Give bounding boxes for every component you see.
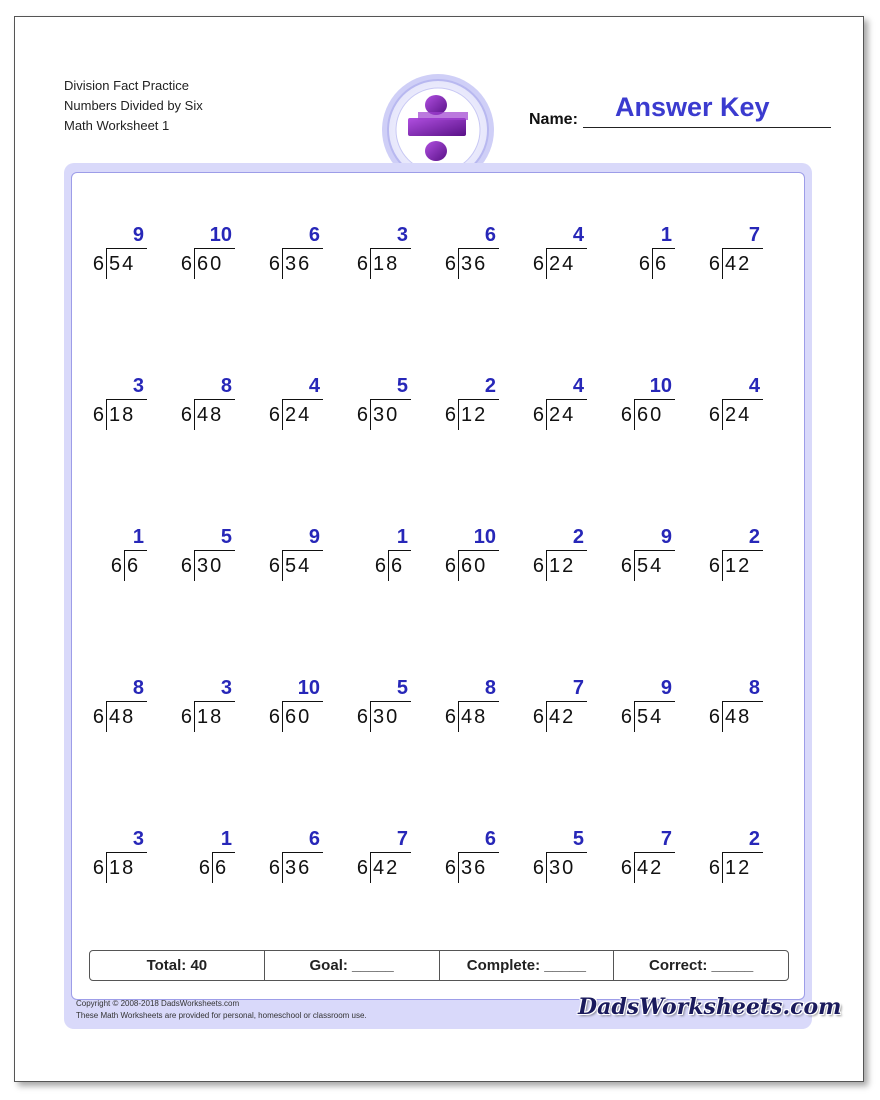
division-problem xyxy=(88,224,172,284)
dividend: 24 xyxy=(725,404,752,426)
divisor: 6 xyxy=(708,253,720,275)
answer: 3 xyxy=(396,224,408,246)
division-problem xyxy=(704,375,788,435)
copyright-line-1: Copyright © 2008-2018 DadsWorksheets.com xyxy=(76,999,240,1008)
answer: 4 xyxy=(308,375,320,397)
division-problem xyxy=(440,677,524,737)
answer: 7 xyxy=(660,828,672,850)
dividend: 60 xyxy=(285,706,312,728)
answer: 4 xyxy=(572,375,584,397)
answer: 1 xyxy=(660,224,672,246)
dividend: 12 xyxy=(725,555,752,577)
division-problem xyxy=(440,526,524,586)
answer: 1 xyxy=(220,828,232,850)
divisor: 6 xyxy=(532,253,544,275)
dividend: 24 xyxy=(285,404,312,426)
answer: 3 xyxy=(220,677,232,699)
dividend: 18 xyxy=(109,857,136,879)
answer: 2 xyxy=(748,526,760,548)
divisor: 6 xyxy=(444,555,456,577)
dividend: 42 xyxy=(637,857,664,879)
divisor: 6 xyxy=(180,706,192,728)
divisor: 6 xyxy=(268,706,280,728)
score-bar xyxy=(89,950,789,981)
division-problem xyxy=(704,224,788,284)
dividend: 12 xyxy=(461,404,488,426)
dividend: 6 xyxy=(391,555,405,577)
divisor: 6 xyxy=(708,404,720,426)
dividend: 36 xyxy=(285,857,312,879)
answer: 7 xyxy=(748,224,760,246)
name-line xyxy=(583,127,831,128)
copyright-block xyxy=(76,998,367,1022)
dividend: 42 xyxy=(373,857,400,879)
division-problem xyxy=(616,828,700,888)
divisor: 6 xyxy=(268,404,280,426)
division-problem xyxy=(352,375,436,435)
answer: 4 xyxy=(748,375,760,397)
division-problem xyxy=(264,526,348,586)
divisor: 6 xyxy=(268,555,280,577)
divisor: 6 xyxy=(444,857,456,879)
division-problem xyxy=(352,526,436,586)
dividend: 36 xyxy=(461,253,488,275)
division-problem xyxy=(88,526,172,586)
answer: 5 xyxy=(220,526,232,548)
title-line-3: Math Worksheet 1 xyxy=(64,118,170,133)
answer: 2 xyxy=(572,526,584,548)
divisor: 6 xyxy=(92,857,104,879)
copyright-line-2: These Math Worksheets are provided for personal, homeschool or classroom use. xyxy=(76,1011,367,1020)
divisor: 6 xyxy=(356,706,368,728)
divisor: 6 xyxy=(180,253,192,275)
dividend: 54 xyxy=(637,555,664,577)
dividend: 6 xyxy=(127,555,141,577)
answer: 10 xyxy=(209,224,232,246)
divisor: 6 xyxy=(532,555,544,577)
answer: 1 xyxy=(396,526,408,548)
division-problem xyxy=(704,526,788,586)
dividend: 30 xyxy=(373,706,400,728)
division-problem xyxy=(176,224,260,284)
dividend: 42 xyxy=(549,706,576,728)
dividend: 6 xyxy=(215,857,229,879)
title-line-2: Numbers Divided by Six xyxy=(64,98,203,113)
division-problem xyxy=(528,375,612,435)
title-line-1: Division Fact Practice xyxy=(64,78,189,93)
answer: 8 xyxy=(220,375,232,397)
answer: 8 xyxy=(748,677,760,699)
dividend: 12 xyxy=(549,555,576,577)
answer: 3 xyxy=(132,828,144,850)
dividend: 48 xyxy=(109,706,136,728)
answer: 1 xyxy=(132,526,144,548)
division-problem xyxy=(264,224,348,284)
division-problem xyxy=(88,828,172,888)
dividend: 18 xyxy=(109,404,136,426)
dividend: 60 xyxy=(197,253,224,275)
division-problem xyxy=(176,677,260,737)
division-problem xyxy=(352,828,436,888)
answer: 9 xyxy=(132,224,144,246)
name-label: Name: xyxy=(529,111,578,128)
dividend: 18 xyxy=(373,253,400,275)
dividend: 30 xyxy=(373,404,400,426)
divisor: 6 xyxy=(92,253,104,275)
answer-key-text: Answer Key xyxy=(615,92,770,122)
divisor: 6 xyxy=(620,404,632,426)
answer: 10 xyxy=(297,677,320,699)
dividend: 36 xyxy=(285,253,312,275)
name-field xyxy=(529,92,831,130)
dividend: 54 xyxy=(285,555,312,577)
worksheet-title-block xyxy=(64,76,203,136)
divisor: 6 xyxy=(708,555,720,577)
dividend: 12 xyxy=(725,857,752,879)
dividend: 60 xyxy=(637,404,664,426)
divisor: 6 xyxy=(444,253,456,275)
answer: 9 xyxy=(660,677,672,699)
divisor: 6 xyxy=(638,253,650,275)
dividend: 42 xyxy=(725,253,752,275)
division-problem xyxy=(88,677,172,737)
divisor: 6 xyxy=(356,253,368,275)
divisor: 6 xyxy=(444,404,456,426)
division-problem xyxy=(88,375,172,435)
divisor: 6 xyxy=(620,706,632,728)
divisor: 6 xyxy=(198,857,210,879)
divisor: 6 xyxy=(180,404,192,426)
division-problem xyxy=(440,375,524,435)
division-problem xyxy=(352,677,436,737)
answer: 10 xyxy=(649,375,672,397)
answer: 6 xyxy=(484,224,496,246)
dividend: 48 xyxy=(197,404,224,426)
answer: 7 xyxy=(572,677,584,699)
division-problem xyxy=(616,375,700,435)
division-problem xyxy=(176,375,260,435)
answer: 3 xyxy=(132,375,144,397)
goal-cell: Goal: _____ xyxy=(265,951,440,980)
dividend: 6 xyxy=(655,253,669,275)
divisor: 6 xyxy=(356,857,368,879)
division-problem xyxy=(528,526,612,586)
division-problem xyxy=(440,224,524,284)
answer: 6 xyxy=(484,828,496,850)
division-problem xyxy=(264,677,348,737)
dividend: 36 xyxy=(461,857,488,879)
answer: 2 xyxy=(748,828,760,850)
division-problem xyxy=(528,828,612,888)
answer: 10 xyxy=(473,526,496,548)
division-problem xyxy=(616,677,700,737)
divisor: 6 xyxy=(92,404,104,426)
answer: 9 xyxy=(660,526,672,548)
divisor: 6 xyxy=(356,404,368,426)
dividend: 48 xyxy=(461,706,488,728)
divisor: 6 xyxy=(268,857,280,879)
division-problem xyxy=(616,526,700,586)
dividend: 60 xyxy=(461,555,488,577)
division-problem xyxy=(528,677,612,737)
division-problem xyxy=(616,224,700,284)
division-problem xyxy=(264,375,348,435)
dividend: 54 xyxy=(637,706,664,728)
divisor: 6 xyxy=(444,706,456,728)
division-problem xyxy=(440,828,524,888)
divisor: 6 xyxy=(180,555,192,577)
answer: 2 xyxy=(484,375,496,397)
division-problem xyxy=(352,224,436,284)
dividend: 24 xyxy=(549,404,576,426)
divisor: 6 xyxy=(92,706,104,728)
dividend: 48 xyxy=(725,706,752,728)
answer: 7 xyxy=(396,828,408,850)
division-problem xyxy=(176,526,260,586)
dividend: 30 xyxy=(549,857,576,879)
division-problem xyxy=(176,828,260,888)
divisor: 6 xyxy=(708,857,720,879)
answer: 5 xyxy=(396,375,408,397)
divisor: 6 xyxy=(110,555,122,577)
divisor: 6 xyxy=(620,555,632,577)
divisor: 6 xyxy=(532,706,544,728)
answer: 8 xyxy=(484,677,496,699)
answer: 6 xyxy=(308,828,320,850)
divisor: 6 xyxy=(708,706,720,728)
division-problem xyxy=(704,828,788,888)
dividend: 18 xyxy=(197,706,224,728)
total-cell: Total: 40 xyxy=(90,951,265,980)
answer: 4 xyxy=(572,224,584,246)
brand-logo: DadsWorksheets.com xyxy=(578,994,842,1020)
division-problem xyxy=(704,677,788,737)
correct-cell: Correct: _____ xyxy=(649,957,754,974)
divisor: 6 xyxy=(532,857,544,879)
dividend: 30 xyxy=(197,555,224,577)
answer: 9 xyxy=(308,526,320,548)
answer: 6 xyxy=(308,224,320,246)
problem-frame xyxy=(64,163,812,1029)
answer: 5 xyxy=(396,677,408,699)
divisor: 6 xyxy=(374,555,386,577)
division-problem xyxy=(528,224,612,284)
divisor: 6 xyxy=(268,253,280,275)
answer: 5 xyxy=(572,828,584,850)
answer: 8 xyxy=(132,677,144,699)
dividend: 24 xyxy=(549,253,576,275)
dividend: 54 xyxy=(109,253,136,275)
divisor: 6 xyxy=(532,404,544,426)
division-problem xyxy=(264,828,348,888)
divisor: 6 xyxy=(620,857,632,879)
complete-cell: Complete: _____ xyxy=(440,951,615,980)
